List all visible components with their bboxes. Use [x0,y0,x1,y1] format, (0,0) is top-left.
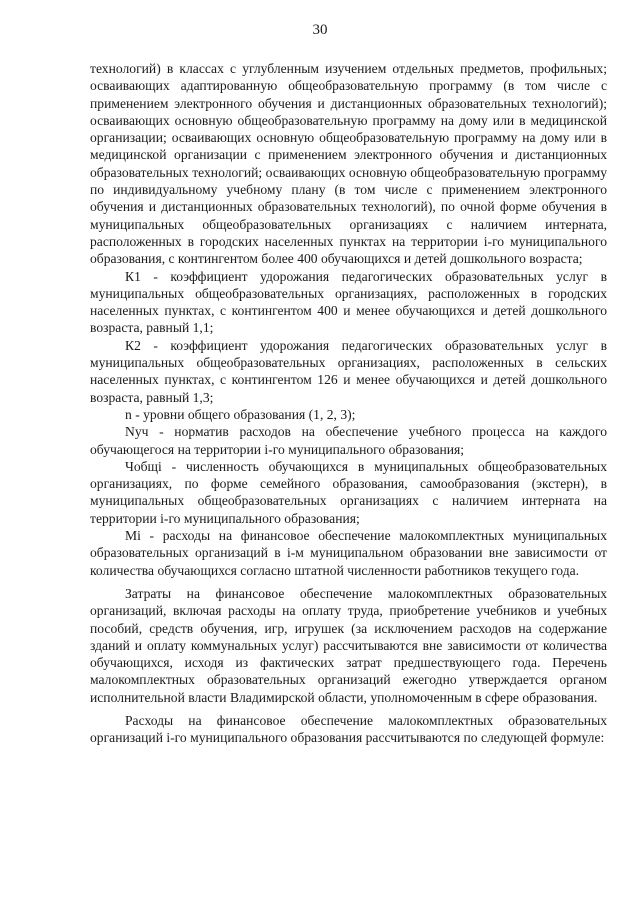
paragraph-k1-definition: К1 - коэффициент удорожания педагогических образовательных услуг в муниципальных общеобразовательных организациях, расположенных в городских населенных пунктах, с контингентом 400 и менее обучающихся и детей дошкольного возраста, равный 1,1; [90,268,607,336]
paragraph-mi-definition: Mi - расходы на финансовое обеспечение малокомплектных муниципальных образовательных организаций в i-м муниципальном образовании вне зависимости от количества обучающихся согласно штатной численности работников текущего года. [90,528,607,578]
page-number: 30 [312,22,328,38]
paragraph-small-schools-costs: Затраты на финансовое обеспечение малокомплектных образовательных организаций, включая расходы на оплату труда, приобретение учебников и учебных пособий, средств обучения, игр, игрушек (за исключением расходов на содержание зданий и оплату коммунальных услуг) рассчитываются вне зависимости от количества обучающихся, исходя из фактических затрат предшествующего года. Перечень малокомплектных образовательных организаций ежегодно утверждается органом исполнительной власти Владимирской области, уполномоченным в сфере образования. [90,585,607,705]
paragraph-k2-definition: К2 - коэффициент удорожания педагогических образовательных услуг в муниципальных общеобразовательных организациях, расположенных в сельских населенных пунктах, с контингентом 126 и менее обучающихся и детей дошкольного возраста, равный 1,3; [90,337,607,405]
paragraph-n-definition: n - уровни общего образования (1, 2, 3); [125,406,356,422]
paragraph-nuch-definition: Nуч - норматив расходов на обеспечение учебного процесса на каждого обучающегося на территории i-го муниципального образования; [90,424,607,457]
paragraph-formula-intro: Расходы на финансовое обеспечение малокомплектных образовательных организаций i-го муниципального образования рассчитываются по следующей формуле: [90,712,607,746]
body-text [90,60,607,747]
paragraph-chobsh-definition: Чобщi - численность обучающихся в муниципальных общеобразовательных организациях, по форме семейного образования, самообразования (экстерн), в муниципальных общеобразовательных организациях с наличием интерната на территории i-го муниципального образования; [90,458,607,526]
paragraph-continuation: технологий) в классах с углубленным изучением отдельных предметов, профильных; осваивающих адаптированную общеобразовательную программу (в том числе с применением электронного обучения и дистанционных образовательных технологий); осваивающих основную общеобразовательную программу на дому или в медицинской организации; осваивающих основную общеобразовательную программу на дому или в медицинской организации с применением электронного обучения и дистанционных образовательных технологий; осваивающих основную общеобразовательную программу по индивидуальному учебному плану (в том числе с применением электронного обучения и дистанционных образовательных технологий), по очной форме обучения в муниципальных общеобразовательных организациях с наличием интерната, расположенных в городских населенных пунктах на территории i-го муниципального образования, с контингентом более 400 обучающихся и детей дошкольного возраста; [90,61,607,267]
